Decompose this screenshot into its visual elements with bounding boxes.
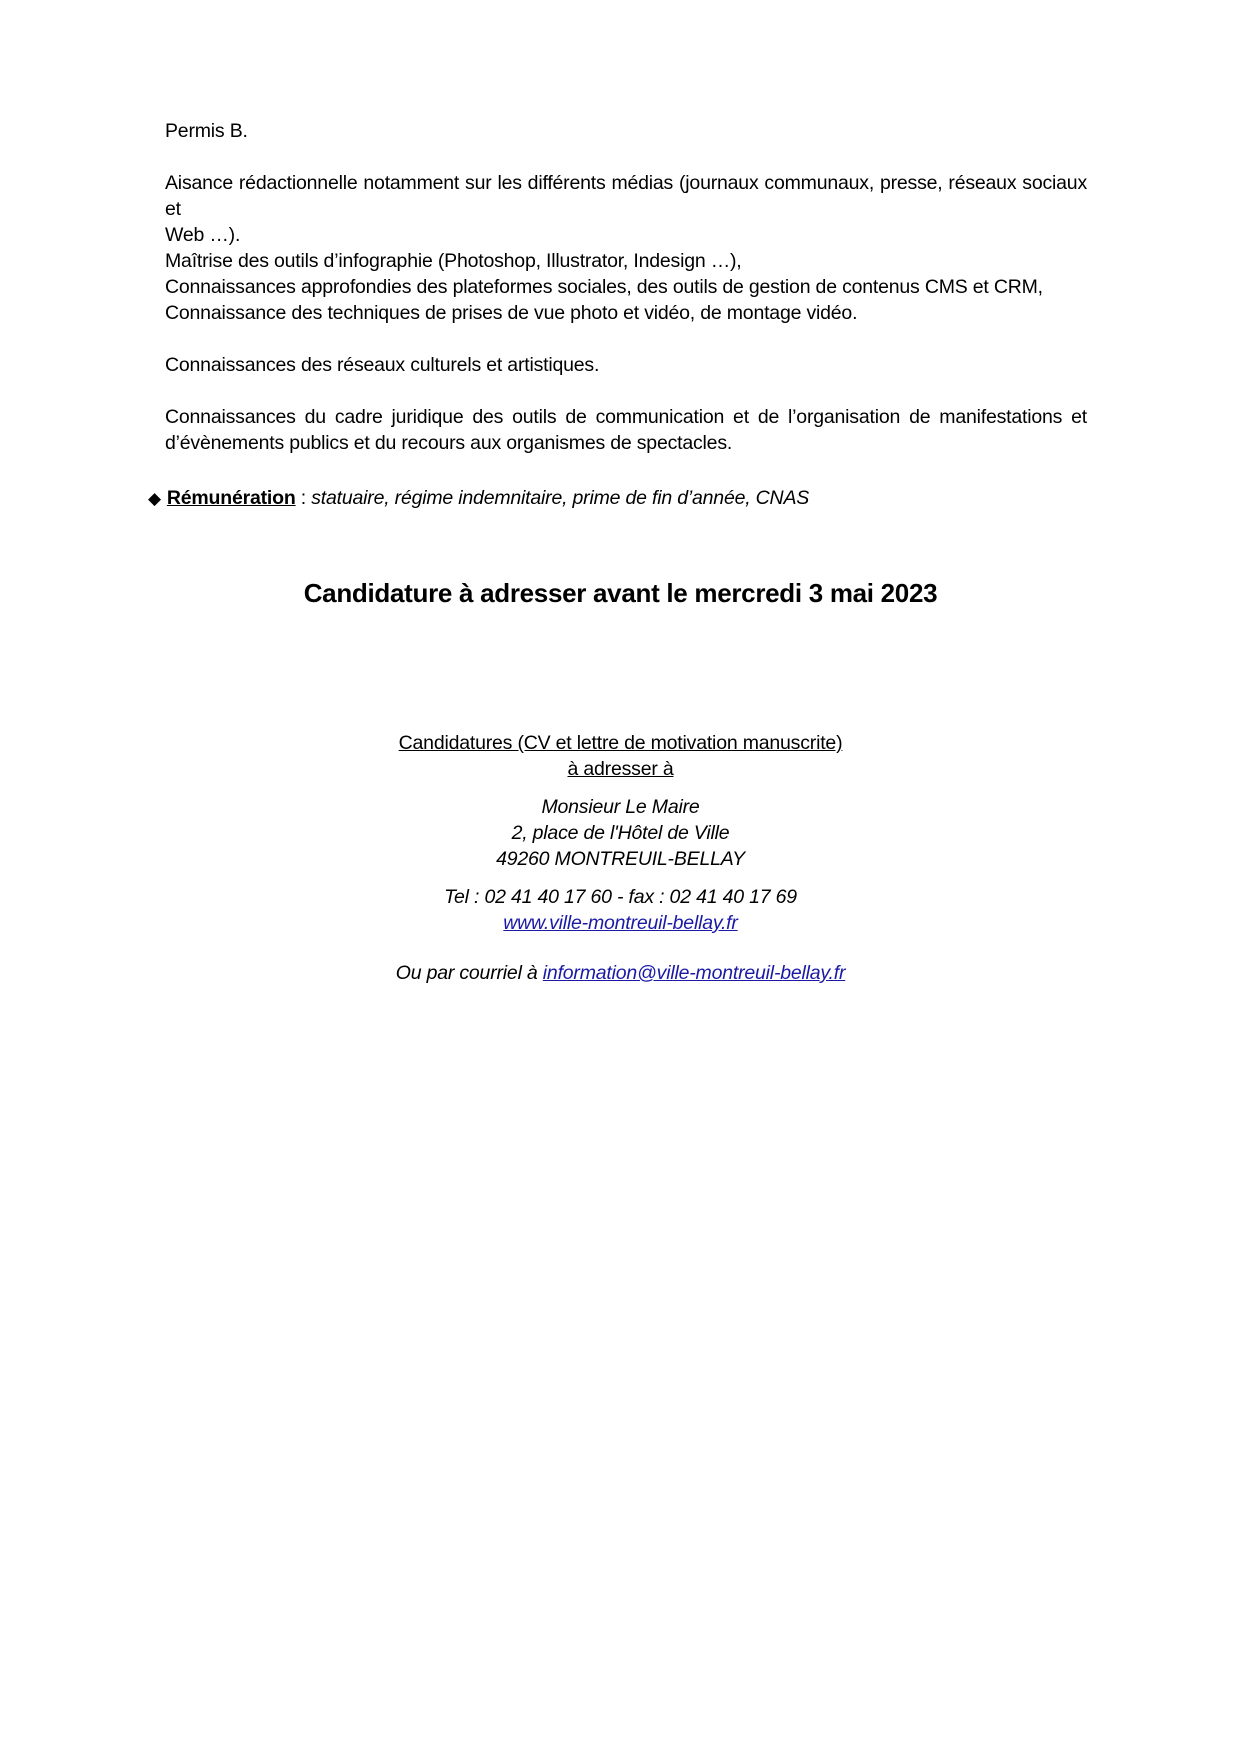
- email-prefix: Ou par courriel à: [395, 962, 543, 984]
- aisance-text-line-1: Aisance rédactionnelle notamment sur les différents médias (journaux communaux, presse, réseaux sociaux et: [165, 172, 1087, 220]
- spacer: [165, 326, 1087, 352]
- spacer: [0, 782, 1241, 794]
- spacer: [165, 378, 1087, 404]
- spacer: [0, 936, 1241, 960]
- contact-block: [0, 730, 1241, 986]
- remuneration-detail: statuaire, régime indemnitaire, prime de fin d’année, CNAS: [311, 487, 810, 509]
- recipient-name: Monsieur Le Maire: [541, 796, 700, 818]
- email-link[interactable]: information@ville-montreuil-bellay.fr: [542, 962, 846, 984]
- contact-heading-line-1: Candidatures (CV et lettre de motivation manuscrite): [398, 732, 843, 754]
- plateformes-text: Connaissances approfondies des plateformes sociales, des outils de gestion de contenus CMS et CRM,: [165, 276, 1043, 298]
- phone-fax-text: Tel : 02 41 40 17 60 - fax : 02 41 40 17 69: [444, 886, 797, 908]
- remuneration-separator: :: [295, 487, 312, 509]
- reseaux-text: Connaissances des réseaux culturels et artistiques.: [165, 354, 600, 376]
- remuneration-label: Rémunération: [166, 487, 296, 509]
- maitrise-text: Maîtrise des outils d’infographie (Photoshop, Illustrator, Indesign …),: [165, 250, 742, 272]
- recipient-city: 49260 MONTREUIL-BELLAY: [496, 848, 745, 870]
- permis-text: Permis B.: [165, 120, 248, 142]
- diamond-bullet-icon: ◆: [148, 489, 161, 508]
- email-line: [0, 960, 1241, 986]
- recipient-street: 2, place de l'Hôtel de Ville: [511, 822, 730, 844]
- spacer: [165, 144, 1087, 170]
- website-link[interactable]: www.ville-montreuil-bellay.fr: [503, 912, 738, 934]
- deadline-heading: Candidature à adresser avant le mercredi 3 mai 2023: [303, 578, 938, 608]
- aisance-text-line-2: Web …).: [165, 224, 241, 246]
- techniques-text: Connaissance des techniques de prises de vue photo et vidéo, de montage vidéo.: [165, 302, 858, 324]
- spacer: [0, 872, 1241, 884]
- cadre-text-line-1: Connaissances du cadre juridique des outils de communication et de l’organisation de manifestations et: [165, 406, 1087, 428]
- remuneration-line: [148, 485, 809, 512]
- contact-heading-line-2: à adresser à: [567, 758, 674, 780]
- cadre-text-line-2: d’évènements publics et du recours aux organismes de spectacles.: [165, 432, 733, 454]
- requirements-section: [165, 118, 1087, 456]
